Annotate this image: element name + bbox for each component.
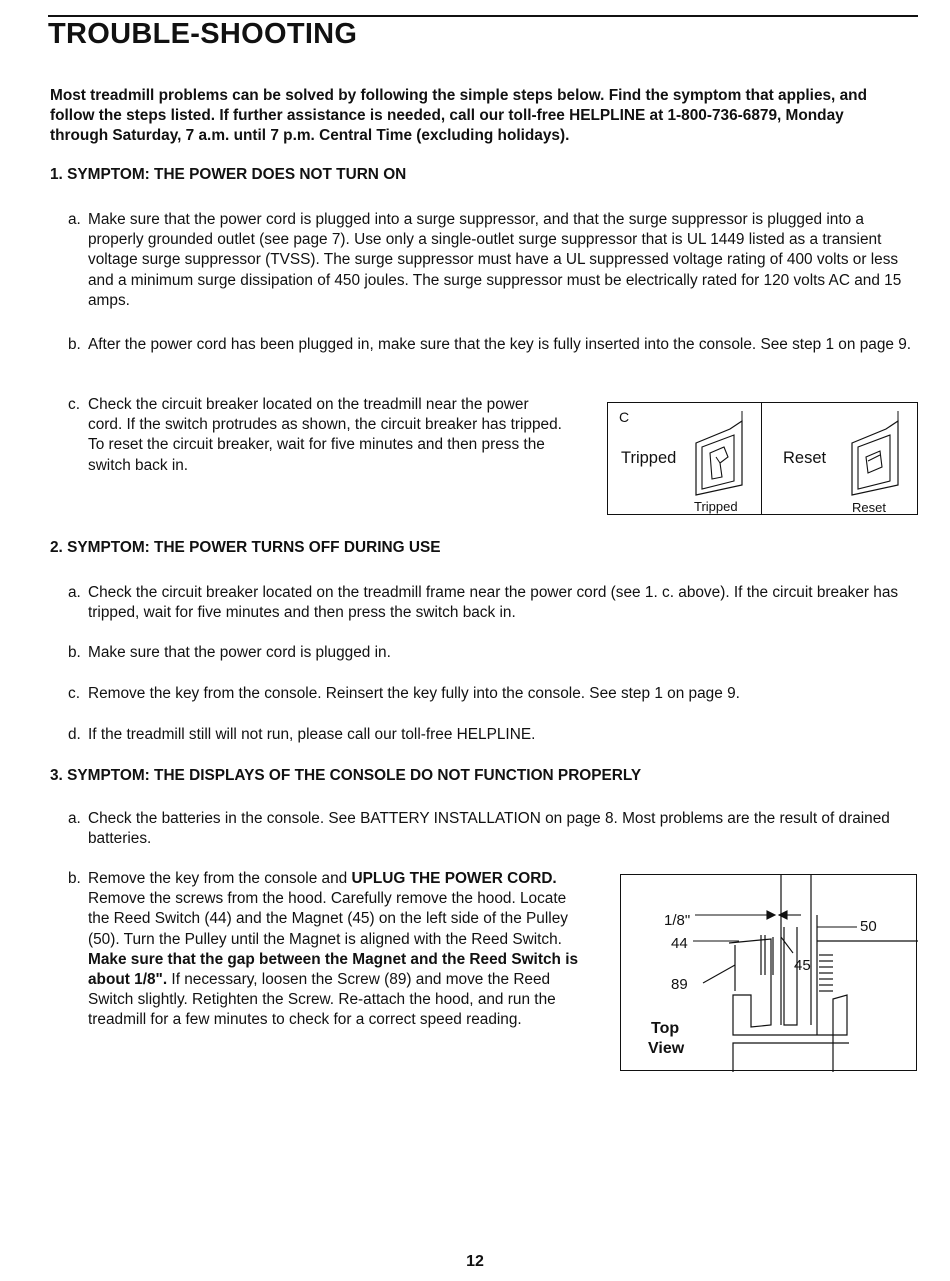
symptom-1-item-c: [68, 395, 564, 476]
item-label: b.: [68, 336, 81, 353]
item-text: Check the batteries in the console. See BATTERY INSTALLATION on page 8. Most problems are the result of drained batteries.: [88, 810, 890, 848]
page-number: 12: [466, 1253, 484, 1270]
figure-letter: C: [619, 409, 630, 425]
item-text-rich: [88, 869, 588, 1031]
text-run: If necessary, loosen the Screw (89) and move the Reed Switch slightly. Retighten the Screw. Re-attach the hood, and run the treadmill for a few minutes to check for a correct speed reading.: [88, 971, 556, 1029]
text-run: Remove the key from the console and: [88, 870, 352, 887]
item-label: d.: [68, 726, 81, 743]
item-label: a.: [68, 584, 81, 601]
gap-label: 1/8": [664, 912, 691, 929]
tripped-caption: Tripped: [694, 499, 738, 514]
item-label: c.: [68, 685, 80, 702]
item-text: If the treadmill still will not run, please call our toll-free HELPLINE.: [88, 726, 536, 743]
item-text: Make sure that the power cord is plugged in.: [88, 644, 391, 661]
top-rule: [48, 15, 918, 17]
tripped-switch-icon: [690, 411, 750, 501]
tripped-label: Tripped: [621, 449, 677, 467]
symptom-3-heading: 3. SYMPTOM: THE DISPLAYS OF THE CONSOLE DO NOT FUNCTION PROPERLY: [50, 767, 642, 784]
symptom-1-item-b: [68, 335, 914, 355]
reset-switch-icon: [846, 411, 906, 501]
reset-label: Reset: [783, 449, 827, 467]
circuit-breaker-figure: [607, 402, 918, 515]
item-text: After the power cord has been plugged in, make sure that the key is fully inserted into the console. See step 1 on page 9.: [88, 336, 912, 353]
symptom-2-heading: 2. SYMPTOM: THE POWER TURNS OFF DURING USE: [50, 539, 441, 556]
item-text: Remove the key from the console. Reinsert the key fully into the console. See step 1 on page 9.: [88, 685, 740, 702]
symptom-3-item-a: [68, 809, 914, 849]
item-label: a.: [68, 810, 81, 827]
intro-paragraph: Most treadmill problems can be solved by following the simple steps below. Find the symptom that applies, and follow the steps listed. If further assistance is needed, call our toll-free HELPLINE at 1-800-736-6879, Monday through Saturday, 7 a.m. until 7 p.m. Central Time (excluding holidays).: [50, 87, 867, 144]
text-run-bold: Make sure that the gap between the Magnet and the Reed Switch is about 1/8".: [88, 950, 579, 989]
figure-divider: [761, 403, 762, 514]
item-text: Check the circuit breaker located on the treadmill frame near the power cord (see 1. c. above). If the circuit breaker has tripped, wait for five minutes and then press the switch back in.: [88, 584, 899, 622]
top-view-label-line1: Top: [651, 1020, 680, 1037]
symptom-3-item-b: [68, 869, 588, 1031]
symptom-2-item-c: [68, 684, 914, 704]
symptom-2-item-a: [68, 583, 914, 623]
item-label: b.: [68, 644, 81, 661]
symptom-1-item-a: [68, 210, 914, 311]
item-label: a.: [68, 211, 81, 228]
text-run: Remove the screws from the hood. Carefully remove the hood. Locate the Reed Switch (44) and the Magnet (45) on the left side of the Pulley (50). Turn the Pulley until the Magnet is aligned with the Reed Switch.: [88, 890, 568, 948]
text-run-bold: UPLUG THE POWER CORD.: [351, 870, 557, 887]
item-label: c.: [68, 396, 80, 413]
top-view-label-line2: View: [648, 1040, 685, 1057]
part-45-label: 45: [794, 957, 811, 974]
symptom-2-item-b: [68, 643, 914, 663]
reset-caption: Reset: [852, 500, 886, 515]
item-text: Check the circuit breaker located on the treadmill near the power cord. If the switch protrudes as shown, the circuit breaker has tripped. To reset the circuit breaker, wait for five minutes and then press the switch back in.: [88, 396, 562, 474]
symptom-2-item-d: [68, 725, 914, 745]
item-label: b.: [68, 870, 81, 887]
page-title: TROUBLE-SHOOTING: [48, 18, 358, 50]
part-50-label: 50: [860, 918, 877, 935]
part-89-label: 89: [671, 976, 688, 993]
reed-switch-figure: [620, 874, 917, 1071]
symptom-1-heading: 1. SYMPTOM: THE POWER DOES NOT TURN ON: [50, 166, 407, 183]
item-text: Make sure that the power cord is plugged into a surge suppressor, and that the surge suppressor is plugged into a properly grounded outlet (see page 7). Use only a single-outlet surge suppressor that is UL 1449 listed as a transient voltage surge suppressor (TVSS). The surge suppressor must have a UL suppressed voltage rating of 400 volts or less and a minimum surge dissipation of 450 joules. The surge suppressor must be electrically rated for 120 volts AC and 15 amps.: [88, 211, 902, 309]
part-44-label: 44: [671, 935, 688, 952]
